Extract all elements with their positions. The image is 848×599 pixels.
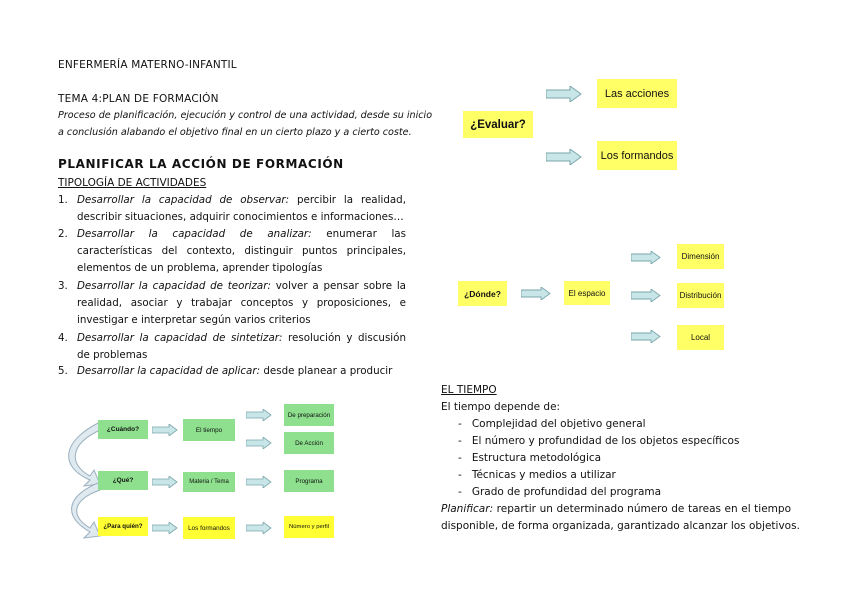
list-item-number: 2.	[58, 228, 68, 240]
arrow-right-icon	[246, 437, 272, 449]
formandos-box: Los formandos	[183, 517, 235, 539]
cuando-box: ¿Cuándo?	[98, 420, 148, 439]
planificar-line-1	[441, 501, 791, 518]
tiempo-bullet: - Complejidad del objetivo general	[458, 418, 646, 430]
list-item-label: Desarrollar la capacidad de analizar:	[77, 228, 312, 240]
list-item-text: desde planear a producir	[260, 365, 393, 377]
arrow-right-icon	[152, 476, 178, 488]
planificar-line-2: disponible, de forma organizada, garantizado alcanzar los objetivos.	[441, 520, 800, 532]
arrow-right-icon	[246, 409, 272, 421]
evaluar-formandos-box: Los formandos	[597, 141, 677, 170]
section-subheading: TIPOLOGÍA DE ACTIVIDADES	[58, 177, 207, 189]
tiempo-bullet: - Estructura metodológica	[458, 452, 602, 464]
tiempo-bullet: - Técnicas y medios a utilizar	[458, 469, 616, 481]
acciones-box: Las acciones	[597, 79, 677, 108]
arrow-right-icon	[246, 522, 272, 534]
definition-line-2: a conclusión alabando el objetivo final en un cierto plazo y a cierto coste.	[58, 127, 412, 138]
list-item-label: Desarrollar la capacidad de sintetizar:	[77, 332, 283, 344]
planificar-label: Planificar:	[441, 503, 494, 515]
numero-perfil-box: Número y perfil	[284, 516, 334, 538]
arrow-right-icon	[631, 251, 661, 264]
planificar-text: repartir un determinado número de tareas en el tiempo	[493, 503, 791, 515]
list-item-label: Desarrollar la capacidad de aplicar:	[77, 365, 261, 377]
arrow-right-icon	[546, 86, 582, 102]
materia-box: Materia / Tema	[183, 472, 235, 492]
preparacion-box: De preparación	[284, 404, 334, 426]
subject-title: ENFERMERÍA MATERNO-INFANTIL	[58, 59, 237, 71]
list-item-label: Desarrollar la capacidad de observar:	[77, 194, 290, 206]
arrow-right-icon	[246, 476, 272, 488]
list-item-number: 3.	[58, 280, 68, 292]
dimension-box: Dimensión	[677, 244, 724, 269]
topic-title: TEMA 4:PLAN DE FORMACIÓN	[58, 93, 219, 105]
list-item-text: percibir la realidad, describir situaciones, adquirir conocimientos e informaciones…	[77, 194, 406, 224]
arrow-right-icon	[631, 289, 661, 302]
planning-diagram	[60, 392, 353, 558]
local-box: Local	[677, 325, 724, 350]
donde-box: ¿Dónde?	[458, 281, 507, 306]
tiempo-bullet: - El número y profundidad de los objetos específicos	[458, 435, 740, 447]
arrow-right-icon	[521, 287, 551, 300]
tiempo-title: EL TIEMPO	[441, 384, 497, 396]
para-quien-box: ¿Para quién?	[98, 517, 148, 536]
tiempo-bullet: - Grado de profundidad del programa	[458, 486, 662, 498]
list-item-number: 5.	[58, 365, 68, 377]
evaluar-box: ¿Evaluar?	[463, 111, 533, 138]
list-item-text: resolución y discusión de problemas	[77, 332, 406, 362]
list-item-text: volver a pensar sobre la realidad, asociar y trabajar conceptos y proposiciones, e investigar e interpretar según varios criterios	[77, 280, 406, 327]
accion-box: De Acción	[284, 432, 334, 454]
definition-line-1: Proceso de planificación, ejecución y control de una actividad, desde su inicio	[58, 110, 433, 121]
programa-box: Programa	[284, 470, 334, 492]
distribucion-box: Distribución	[677, 283, 724, 308]
list-item-number: 1.	[58, 194, 68, 206]
arrow-right-icon	[152, 424, 178, 436]
arrow-right-icon	[546, 149, 582, 165]
que-box: ¿Qué?	[98, 471, 148, 490]
list-item-text: enumerar las características del contexto, distinguir puntos principales, elementos de un problema, aprender tipologías	[77, 228, 406, 275]
tiempo-box: El tiempo	[183, 419, 235, 441]
activity-list	[58, 192, 406, 377]
list-item-label: Desarrollar la capacidad de teorizar:	[77, 280, 271, 292]
arrow-right-icon	[631, 330, 661, 343]
espacio-box: El espacio	[564, 281, 610, 305]
arrow-right-icon	[152, 522, 178, 534]
list-item-number: 4.	[58, 332, 68, 344]
tiempo-intro: El tiempo depende de:	[441, 401, 561, 413]
section-heading: PLANIFICAR LA ACCIÓN DE FORMACIÓN	[58, 157, 344, 171]
